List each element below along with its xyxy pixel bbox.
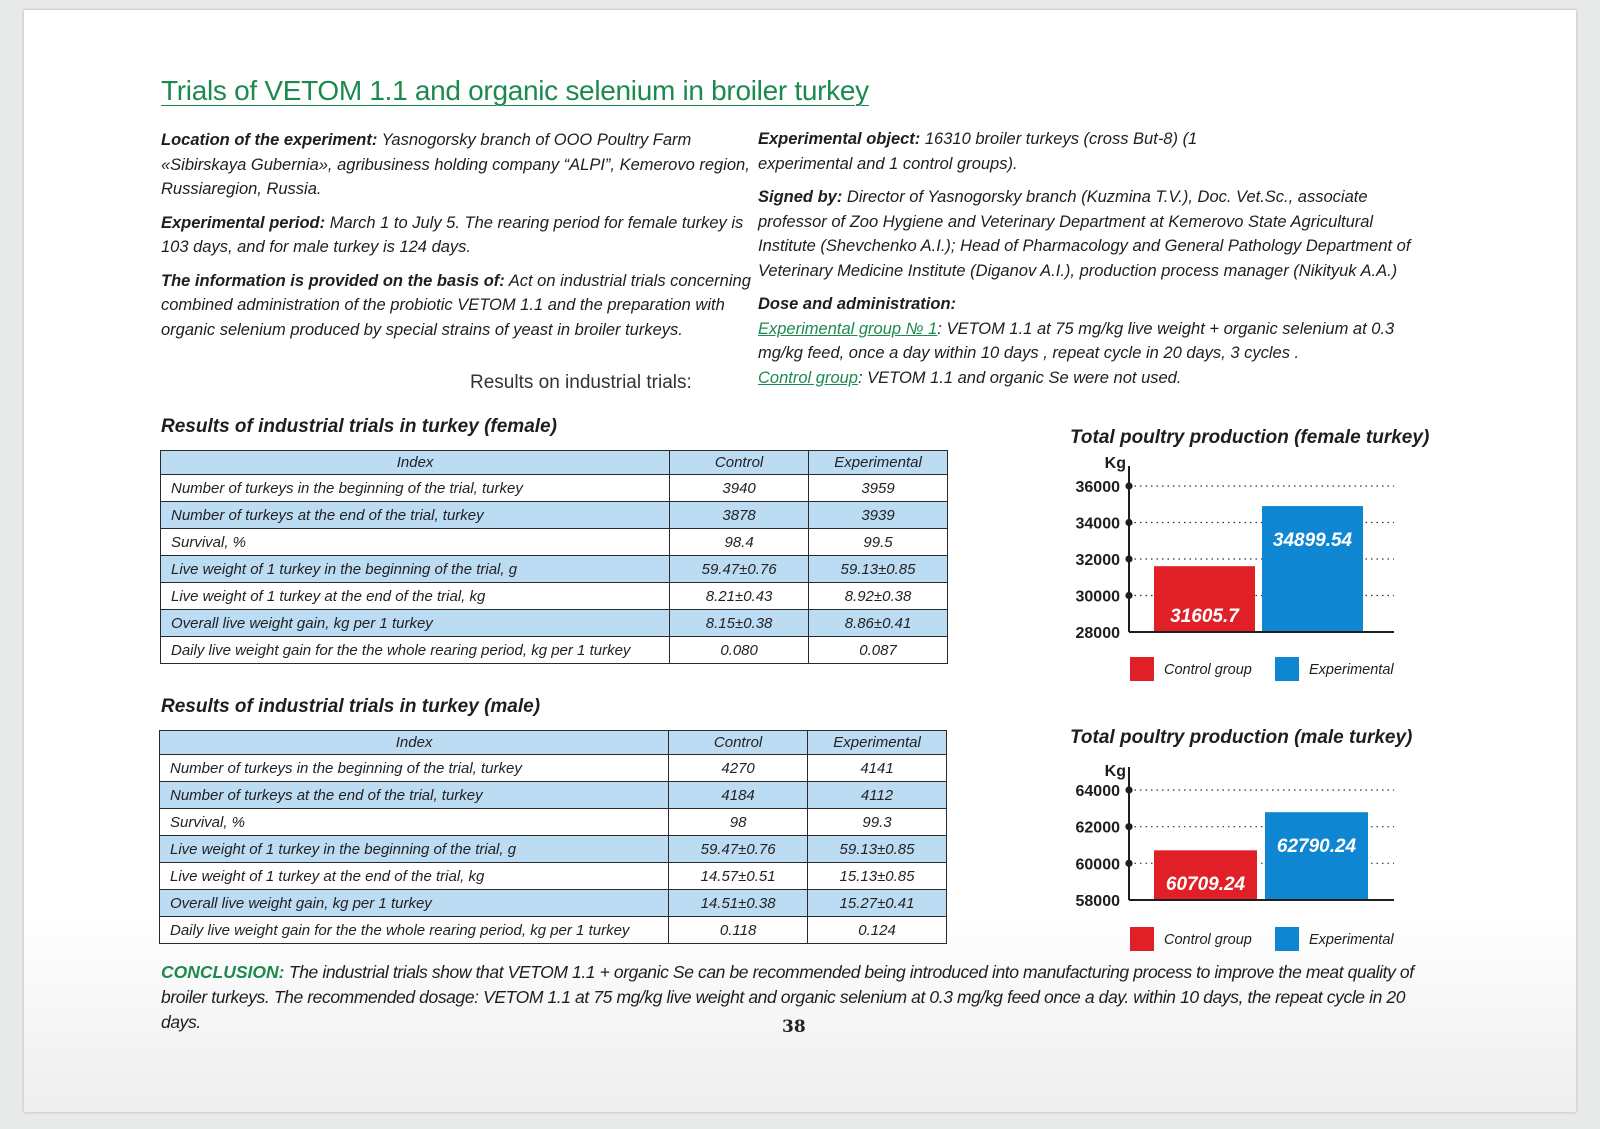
male-production-chart [1034, 710, 1434, 955]
legend-label: Control group [1164, 662, 1252, 678]
row-experimental-cell: 59.13±0.85 [808, 836, 947, 863]
row-experimental-cell: 59.13±0.85 [809, 556, 948, 583]
header-experimental: Experimental [809, 451, 948, 475]
table-row [160, 809, 947, 836]
table-row [160, 755, 947, 782]
conclusion-label: CONCLUSION: [161, 962, 285, 982]
row-experimental-cell: 15.27±0.41 [808, 890, 947, 917]
conclusion-text: The industrial trials show that VETOM 1.1 + organic Se can be recommended being introduced into manufacturing process to improve the meat quality of broiler turkeys. The recommended dosage: VETOM 1.1 at 75 mg/kg live weight and organic selenium at 0.3 mg/kg feed once a day. within 10 days, the repeat cycle in 20 days. [161, 962, 1414, 1032]
row-experimental-cell: 3959 [809, 475, 948, 502]
row-experimental-cell: 8.92±0.38 [809, 583, 948, 610]
period-paragraph [161, 211, 751, 260]
dose-paragraph [758, 292, 1423, 390]
table-row [160, 782, 947, 809]
row-index-cell: Overall live weight gain, kg per 1 turkey [161, 610, 670, 637]
table-header-row [160, 731, 947, 755]
table-row [161, 556, 948, 583]
table-row [161, 475, 948, 502]
data-label: 62790.24 [1276, 836, 1357, 858]
row-control-cell: 0.080 [670, 637, 809, 664]
experimental-group-link[interactable]: Experimental group № 1 [758, 319, 938, 338]
y-tick-label: 64000 [1075, 783, 1120, 800]
right-info-block [758, 127, 1423, 390]
row-index-cell: Live weight of 1 turkey in the beginning of the trial, g [161, 556, 670, 583]
row-index-cell: Number of turkeys in the beginning of the trial, turkey [160, 755, 669, 782]
row-control-cell: 14.51±0.38 [669, 890, 808, 917]
female-results-table [160, 450, 948, 664]
header-control: Control [669, 731, 808, 755]
control-group-text: : VETOM 1.1 and organic Se were not used. [857, 368, 1182, 387]
male-table-title: Results of industrial trials in turkey (male) [161, 696, 541, 717]
chart-title: Total poultry production (female turkey) [1070, 427, 1430, 448]
signed-text: Director of Yasnogorsky branch (Kuzmina T.V.), Doc. Vet.Sc., associate professor of Zoo Hygiene and Veterinary Department at Kemerovo State Agricultural Institute (Shevchenko A.I.); Head of Pharmacology and General Pathology Department of Veterinary Medicine Institute (Diganov A.I.), production process manager (Nikityuk A.A.) [758, 188, 1411, 280]
location-text: Yasnogorsky branch of OOO Poultry Farm «Sibirskaya Gubernia», agribusiness holding company “ALPI”, Kemerovo region, Russiaregion, Russia. [161, 131, 750, 198]
row-index-cell: Number of turkeys at the end of the trial, turkey [161, 502, 670, 529]
data-label: 31605.7 [1170, 606, 1239, 627]
signed-paragraph [758, 185, 1423, 283]
row-index-cell: Survival, % [161, 529, 670, 556]
row-experimental-cell: 99.5 [809, 529, 948, 556]
table-row [161, 637, 948, 664]
y-axis-label: Kg [1104, 763, 1126, 780]
object-paragraph [758, 127, 1228, 176]
legend-label: Experimental [1309, 662, 1394, 678]
female-production-chart [1034, 410, 1434, 700]
row-index-cell: Survival, % [160, 809, 669, 836]
left-info-block [161, 128, 751, 351]
row-index-cell: Number of turkeys in the beginning of the trial, turkey [161, 475, 670, 502]
row-index-cell: Live weight of 1 turkey at the end of the trial, kg [161, 583, 670, 610]
legend-label: Experimental [1309, 932, 1394, 948]
table-row [160, 836, 947, 863]
row-index-cell: Number of turkeys at the end of the trial, turkey [160, 782, 669, 809]
page-title: Trials of VETOM 1.1 and organic selenium in broiler turkey [161, 75, 869, 106]
row-control-cell: 8.15±0.38 [670, 610, 809, 637]
row-experimental-cell: 0.124 [808, 917, 947, 944]
row-index-cell: Live weight of 1 turkey in the beginning of the trial, g [160, 836, 669, 863]
document-page [24, 10, 1576, 1112]
y-tick-label: 32000 [1075, 552, 1120, 569]
table-header-row [161, 451, 948, 475]
legend-label: Control group [1164, 932, 1252, 948]
row-control-cell: 0.118 [669, 917, 808, 944]
row-index-cell: Overall live weight gain, kg per 1 turkey [160, 890, 669, 917]
row-control-cell: 98 [669, 809, 808, 836]
y-tick-label: 36000 [1075, 479, 1120, 496]
table-row [161, 583, 948, 610]
period-label: Experimental period: [161, 213, 326, 232]
row-control-cell: 3878 [670, 502, 809, 529]
control-group-link[interactable]: Control group [758, 368, 858, 387]
row-control-cell: 59.47±0.76 [669, 836, 808, 863]
header-experimental: Experimental [808, 731, 947, 755]
bar-experimental [1262, 506, 1363, 632]
table-row [161, 502, 948, 529]
signed-label: Signed by: [758, 188, 843, 206]
data-label: 60709.24 [1165, 874, 1246, 895]
location-paragraph [161, 128, 751, 202]
legend-swatch [1275, 657, 1299, 681]
y-tick-label: 60000 [1075, 856, 1120, 874]
table-row [160, 863, 947, 890]
row-experimental-cell: 15.13±0.85 [808, 863, 947, 890]
dose-label: Dose and administration: [758, 295, 957, 313]
row-experimental-cell: 99.3 [808, 809, 947, 836]
row-index-cell: Daily live weight gain for the the whole rearing period, kg per 1 turkey [161, 637, 670, 664]
row-control-cell: 14.57±0.51 [669, 863, 808, 890]
period-text: March 1 to July 5. The rearing period for female turkey is 103 days, and for male turkey is 124 days. [161, 213, 744, 256]
basis-paragraph [161, 269, 751, 343]
y-tick-label: 34000 [1075, 515, 1120, 533]
header-control: Control [670, 451, 809, 475]
object-text: 16310 broiler turkeys (cross But-8) (1 experimental and 1 control groups). [758, 130, 1198, 173]
row-index-cell: Daily live weight gain for the the whole rearing period, kg per 1 turkey [160, 917, 669, 944]
row-experimental-cell: 4141 [808, 755, 947, 782]
data-label: 34899.54 [1272, 530, 1353, 552]
legend-swatch [1130, 657, 1154, 681]
chart-title: Total poultry production (male turkey) [1070, 727, 1413, 748]
table-row [160, 890, 947, 917]
y-axis-label: Kg [1104, 455, 1126, 472]
row-control-cell: 4184 [669, 782, 808, 809]
table-row [161, 610, 948, 637]
object-label: Experimental object: [758, 130, 921, 148]
row-control-cell: 98.4 [670, 529, 809, 556]
header-index: Index [160, 731, 669, 755]
row-experimental-cell: 8.86±0.41 [809, 610, 948, 637]
page-number: 38 [782, 1017, 806, 1037]
row-experimental-cell: 3939 [809, 502, 948, 529]
row-experimental-cell: 0.087 [809, 637, 948, 664]
male-results-table [159, 730, 947, 944]
table-row [161, 529, 948, 556]
y-tick-label: 28000 [1075, 625, 1120, 642]
header-index: Index [161, 451, 670, 475]
row-experimental-cell: 4112 [808, 782, 947, 809]
y-tick-label: 30000 [1075, 588, 1120, 606]
row-index-cell: Live weight of 1 turkey at the end of the trial, kg [160, 863, 669, 890]
row-control-cell: 8.21±0.43 [670, 583, 809, 610]
row-control-cell: 59.47±0.76 [670, 556, 809, 583]
location-label: Location of the experiment: [161, 131, 378, 149]
row-control-cell: 4270 [669, 755, 808, 782]
basis-text: Act on industrial trials concerning combined administration of the probiotic VETOM 1.1 and the preparation with organic selenium produced by special strains of yeast in broiler turkeys. [161, 271, 751, 339]
results-heading: Results on industrial trials: [470, 372, 692, 393]
legend-swatch [1130, 927, 1154, 951]
y-tick-label: 58000 [1075, 893, 1120, 910]
experimental-group-text: : VETOM 1.1 at 75 mg/kg live weight + organic selenium at 0.3 mg/kg feed, once a day within 10 days , repeat cycle in 20 days, 3 cycles . [758, 319, 1395, 362]
y-tick-label: 62000 [1075, 819, 1120, 837]
table-row [160, 917, 947, 944]
legend-swatch [1275, 927, 1299, 951]
basis-label: The information is provided on the basis of: [161, 271, 505, 290]
row-control-cell: 3940 [670, 475, 809, 502]
female-table-title: Results of industrial trials in turkey (female) [161, 416, 557, 437]
